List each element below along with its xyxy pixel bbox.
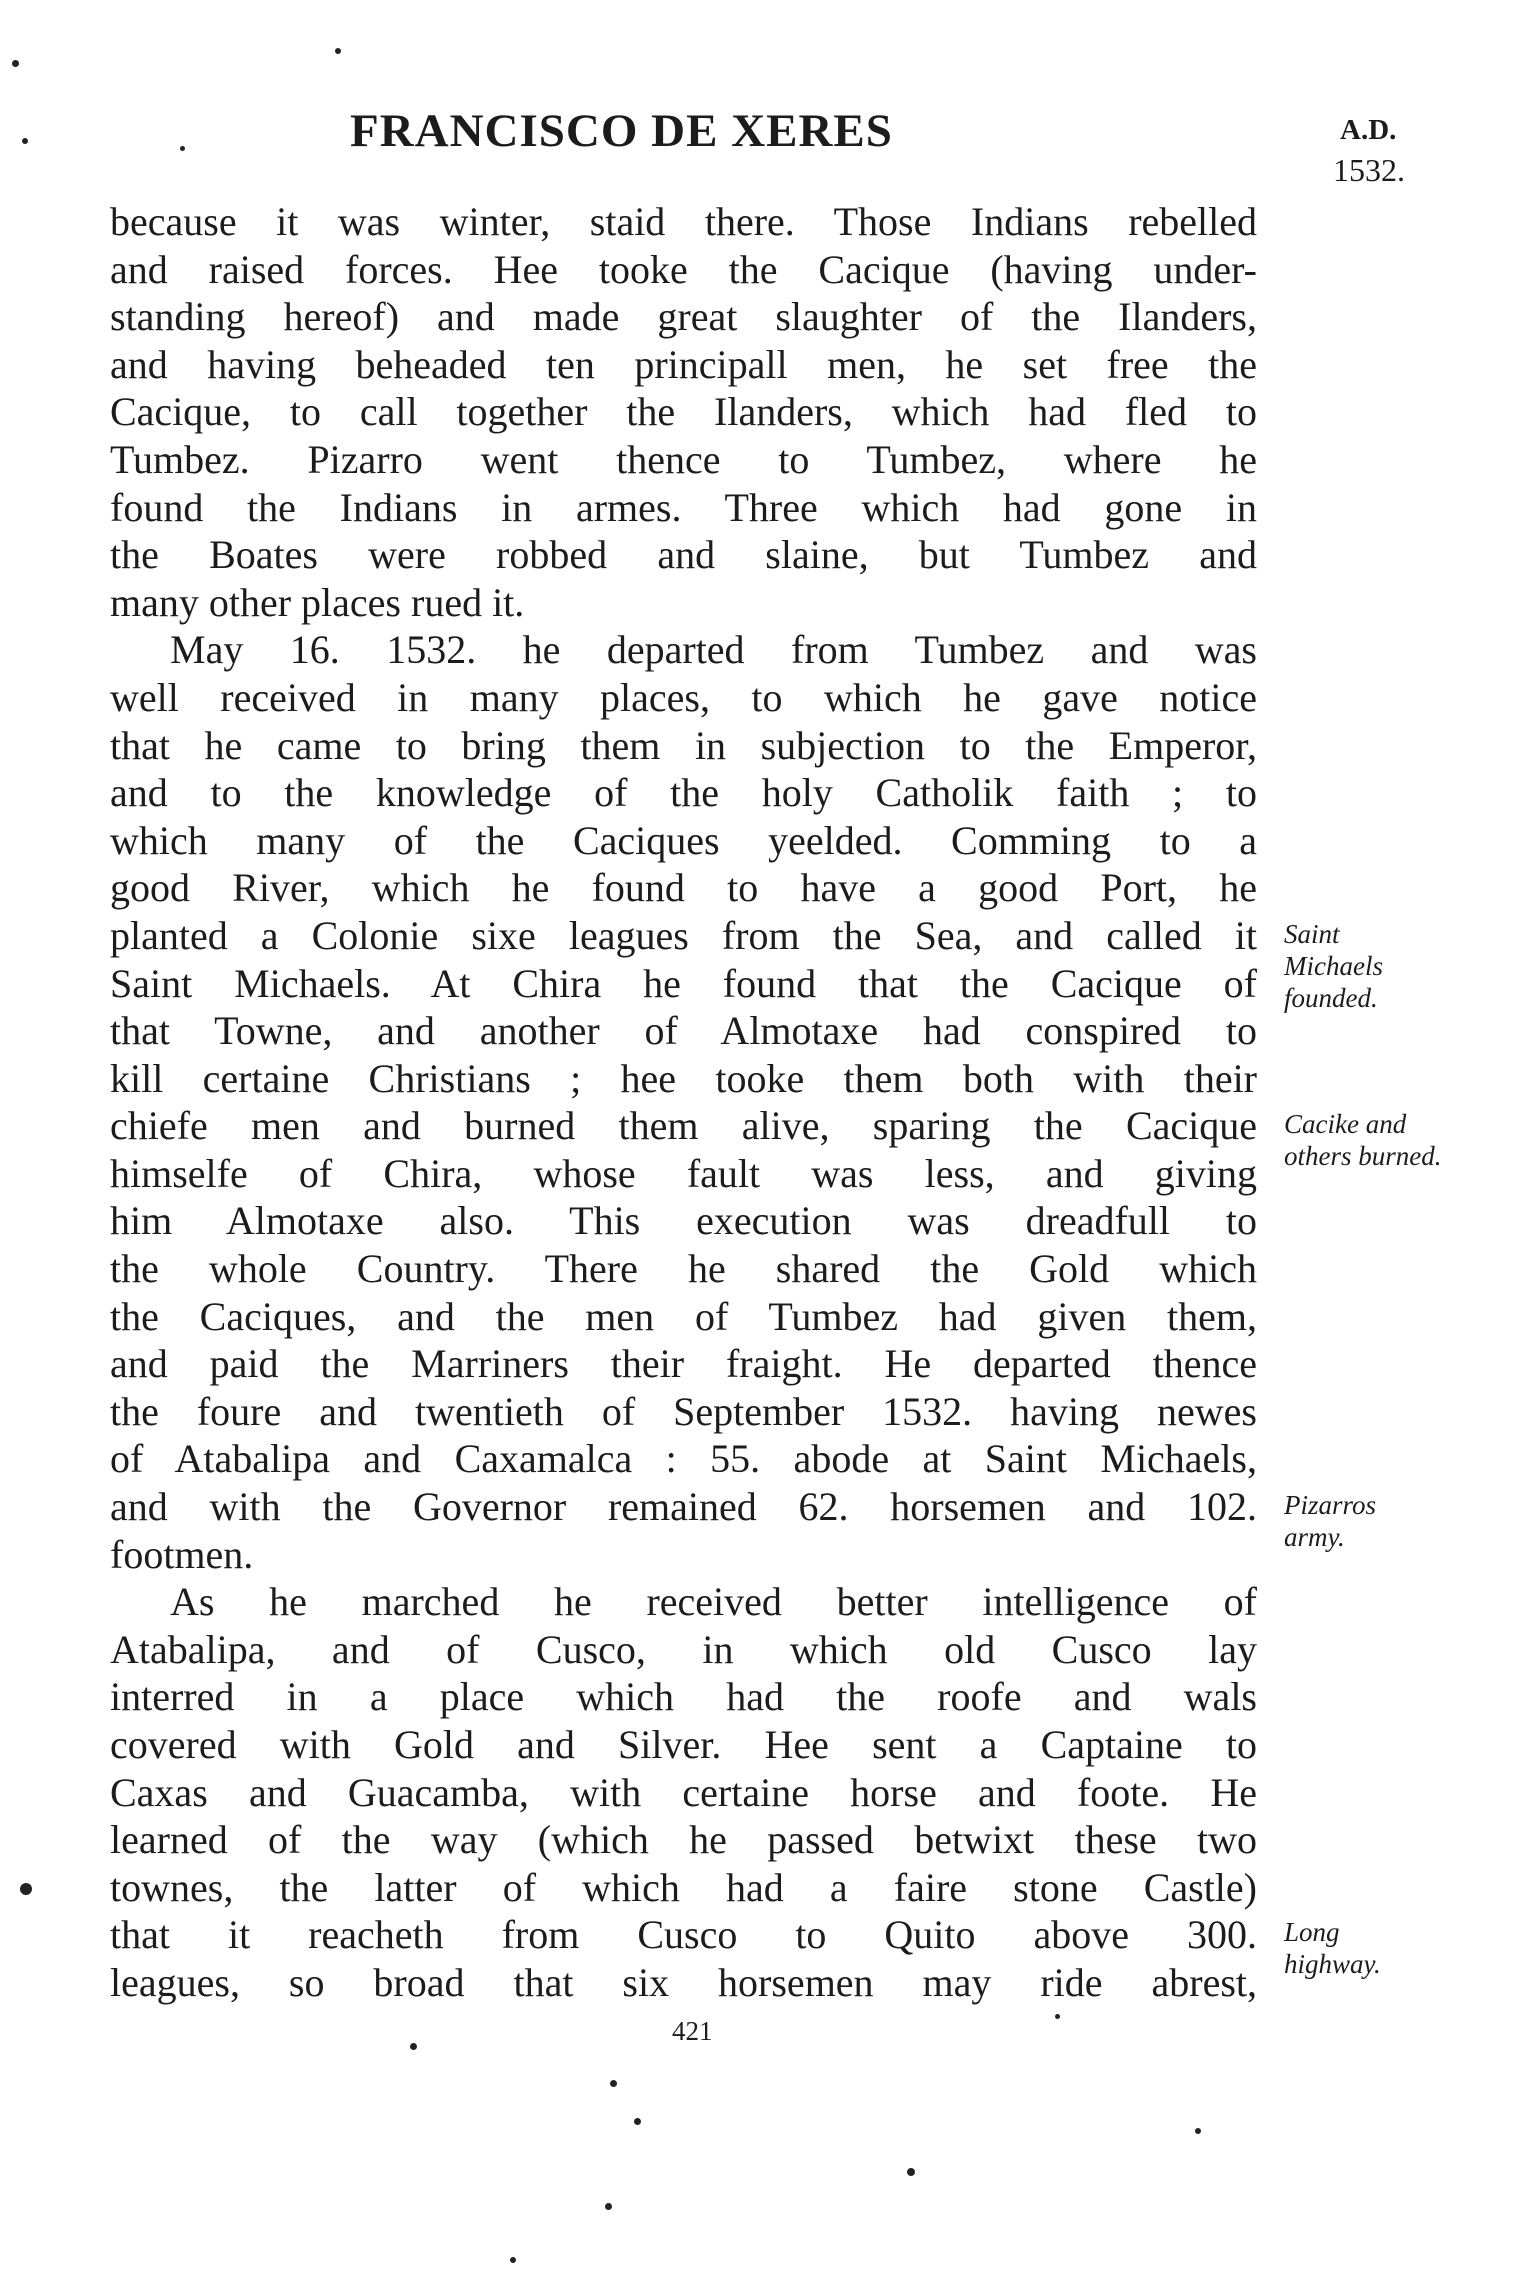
print-speck xyxy=(907,2168,915,2176)
text-line: because it was winter, staid there. Those Indians rebelled xyxy=(110,199,1257,244)
text-line: and paid the Marriners their fraight. He departed thence xyxy=(110,1341,1257,1387)
text-line: many other places rued it. xyxy=(110,579,525,625)
text-line: Caxas and Guacamba, with certaine horse and foote. He xyxy=(110,1769,1257,1815)
text-line: the Boates were robbed and slaine, but Tumbez and xyxy=(110,532,1257,578)
print-speck xyxy=(335,48,341,54)
text-line: kill certaine Christians ; hee tooke them both with their xyxy=(110,1055,1257,1101)
text-line: of Atabalipa and Caxamalca : 55. abode at Saint Michaels, xyxy=(110,1436,1257,1482)
text-line: well received in many places, to which he gave notice xyxy=(110,674,1257,720)
print-speck xyxy=(1195,2128,1201,2134)
print-speck xyxy=(1055,2014,1060,2019)
text-line: him Almotaxe also. This execution was dreadfull to xyxy=(110,1198,1257,1244)
text-line: and to the knowledge of the holy Catholik faith ; to xyxy=(110,770,1257,816)
print-speck xyxy=(510,2257,516,2263)
margin-note-line: Michaels xyxy=(1284,951,1383,981)
text-line: footmen. xyxy=(110,1531,254,1577)
print-speck xyxy=(634,2118,641,2125)
text-line: standing hereof) and made great slaughter of the Ilanders, xyxy=(110,294,1257,340)
text-line: himselfe of Chira, whose fault was less, and giving xyxy=(110,1150,1257,1196)
print-speck xyxy=(410,2043,417,2050)
text-line: the whole Country. There he shared the Gold which xyxy=(110,1246,1257,1292)
text-line: that he came to bring them in subjection to the Emperor, xyxy=(110,722,1257,768)
margin-note-line: others burned. xyxy=(1284,1141,1442,1171)
margin-note-line: founded. xyxy=(1284,983,1378,1013)
text-line: Tumbez. Pizarro went thence to Tumbez, where he xyxy=(110,436,1257,482)
text-line: which many of the Caciques yeelded. Comming to a xyxy=(110,817,1257,863)
text-line: interred in a place which had the roofe and wals xyxy=(110,1674,1257,1720)
text-line: the foure and twentieth of September 1532. having newes xyxy=(110,1388,1257,1434)
margin-note-cacike-burned xyxy=(1284,1108,1442,1172)
text-line: planted a Colonie sixe leagues from the Sea, and called it xyxy=(110,912,1257,958)
text-line: that Towne, and another of Almotaxe had conspired to xyxy=(110,1008,1257,1054)
text-line: found the Indians in armes. Three which had gone in xyxy=(110,484,1257,530)
text-line: good River, which he found to have a good Port, he xyxy=(110,865,1257,911)
text-line: Cacique, to call together the Ilanders, which had fled to xyxy=(110,389,1257,435)
text-line: Saint Michaels. At Chira he found that the Cacique of xyxy=(110,960,1257,1006)
margin-note-line: Pizarros xyxy=(1284,1490,1377,1520)
anno-domini-label: A.D. xyxy=(1340,114,1397,146)
paragraph-first-line: As he marched he received better intelligence of xyxy=(170,1579,1257,1625)
margin-note-line: Saint xyxy=(1284,919,1340,949)
margin-note-pizarros-army xyxy=(1284,1489,1376,1553)
print-speck xyxy=(22,138,28,144)
page-number: 421 xyxy=(672,2016,713,2046)
running-head-title: FRANCISCO DE XERES xyxy=(350,105,893,157)
text-line: chiefe men and burned them alive, sparing the Cacique xyxy=(110,1103,1257,1149)
paragraph-first-line: May 16. 1532. he departed from Tumbez and was xyxy=(170,627,1257,673)
text-line: covered with Gold and Silver. Hee sent a Captaine to xyxy=(110,1722,1257,1767)
margin-note-saint-michaels xyxy=(1284,918,1383,1014)
text-line: learned of the way (which he passed betwixt these two xyxy=(110,1817,1257,1863)
margin-note-line: highway. xyxy=(1284,1949,1381,1979)
print-speck xyxy=(20,1883,32,1895)
margin-note-line: Long xyxy=(1284,1917,1340,1947)
text-line: Atabalipa, and of Cusco, in which old Cusco lay xyxy=(110,1626,1257,1672)
body-text xyxy=(110,198,1257,2007)
text-line: that it reacheth from Cusco to Quito above 300. xyxy=(110,1912,1257,1958)
text-line: and having beheaded ten principall men, he set free the xyxy=(110,341,1257,387)
margin-note-line: Cacike and xyxy=(1284,1109,1407,1139)
margin-note-line: army. xyxy=(1284,1522,1345,1552)
text-line: and with the Governor remained 62. horsemen and 102. xyxy=(110,1484,1257,1530)
print-speck xyxy=(605,2203,612,2210)
text-line: townes, the latter of which had a faire stone Castle) xyxy=(110,1864,1257,1910)
text-line: the Caciques, and the men of Tumbez had given them, xyxy=(110,1293,1257,1339)
print-speck xyxy=(610,2080,617,2087)
text-line: leagues, so broad that six horsemen may ride abrest, xyxy=(110,1959,1257,2005)
print-speck xyxy=(12,60,19,67)
text-line: and raised forces. Hee tooke the Cacique (having under- xyxy=(110,246,1257,292)
print-speck xyxy=(180,146,185,151)
margin-note-long-highway xyxy=(1284,1916,1381,1980)
year-label: 1532. xyxy=(1333,152,1405,188)
